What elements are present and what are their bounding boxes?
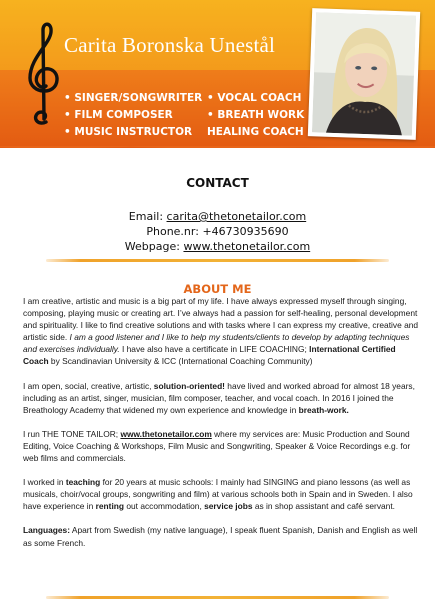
about-section bbox=[23, 295, 419, 561]
text-run: I am creative, artistic and music is a big part of my life. I have always expressed myself through singing, composing, playing music or creating art. I’ve always had a passion for self-healing, personal development and spirituality. I like to find creative solutions and with tasks where I can express my creative, creative and artistic side. bbox=[23, 296, 419, 343]
role-item: • MUSIC INSTRUCTOR bbox=[64, 126, 193, 138]
about-paragraph bbox=[23, 476, 419, 512]
text-run: for 20 years at music schools: I mainly had SINGING and piano lessons (as well as musicals, choir/vocal groups, songwriting and film) at various schools both in Spain and in Sweden. I also have experience in bbox=[23, 477, 413, 512]
webpage-label: Webpage: bbox=[124, 240, 184, 253]
contact-title: CONTACT bbox=[186, 176, 249, 190]
person-name: Carita Boronska Unestål bbox=[64, 33, 276, 57]
role-item: HEALING COACH bbox=[207, 126, 304, 138]
text-run: International Certified Coach bbox=[23, 344, 396, 367]
text-run: service jobs bbox=[204, 501, 253, 512]
text-run: where my services are: Music Production and Sound Editing, Voice Coaching & Workshops, Film Music and Songwriting, Speaker & Voice Recordings e.g. for web films and commercials. bbox=[23, 428, 411, 464]
text-run: breath-work. bbox=[298, 404, 349, 415]
divider-bottom bbox=[46, 596, 389, 599]
about-paragraph bbox=[23, 380, 419, 416]
text-run: Apart from Swedish (my native language), I speak fluent Spanish, Danish and English as well as some French. bbox=[23, 525, 418, 548]
website-link[interactable]: www.thetonetailor.com bbox=[120, 428, 212, 439]
roles-right-list bbox=[207, 90, 304, 141]
text-run: Languages: bbox=[23, 525, 70, 536]
header-banner bbox=[0, 0, 435, 148]
header-torn-edge bbox=[0, 146, 435, 148]
role-item: • SINGER/SONGWRITER bbox=[64, 92, 203, 104]
treble-clef-icon bbox=[24, 18, 64, 128]
divider-top bbox=[46, 259, 389, 262]
about-paragraph bbox=[23, 428, 419, 464]
about-title: ABOUT ME bbox=[183, 282, 252, 296]
email-label: Email: bbox=[128, 210, 167, 223]
text-run: I run THE TONE TAILOR; bbox=[23, 428, 121, 439]
email-line bbox=[0, 210, 435, 223]
text-run: teaching bbox=[65, 477, 101, 488]
phone-label: Phone.nr: bbox=[146, 225, 203, 238]
email-link[interactable]: carita@thetonetailor.com bbox=[166, 210, 307, 223]
text-run: as in shop assistant and café servant. bbox=[252, 501, 395, 512]
text-run: solution-oriented! bbox=[153, 380, 225, 391]
role-item: • VOCAL COACH bbox=[207, 92, 302, 104]
profile-photo bbox=[308, 8, 420, 140]
text-run: I worked in bbox=[23, 477, 66, 488]
about-paragraph bbox=[23, 524, 419, 548]
webpage-link[interactable]: www.thetonetailor.com bbox=[183, 240, 311, 253]
phone-line bbox=[0, 225, 435, 238]
roles-left-list bbox=[64, 90, 202, 141]
text-run: renting bbox=[95, 501, 125, 512]
text-run: I am a good listener and I like to help my students/clients to develop by adapting techniques and exercises individually. bbox=[23, 332, 410, 355]
role-item: • BREATH WORK bbox=[207, 109, 305, 121]
text-run: have lived and worked abroad for almost 18 years, including as an artist, singer, musician, film composer, teacher, and vocal coach. In 2016 I joined the Breathology Academy that widened my own experience and knowledge in bbox=[23, 380, 415, 415]
webpage-line bbox=[0, 240, 435, 253]
text-run: I have also have a certificate in LIFE COACHING; bbox=[119, 344, 310, 355]
about-paragraph bbox=[23, 295, 419, 368]
text-run: I am open, social, creative, artistic, bbox=[23, 380, 154, 391]
text-run: out accommodation, bbox=[124, 501, 205, 512]
text-run: by Scandinavian University & ICC (International Coaching Community) bbox=[48, 356, 313, 367]
phone-value: +46730935690 bbox=[202, 225, 289, 238]
role-item: • FILM COMPOSER bbox=[64, 109, 173, 121]
